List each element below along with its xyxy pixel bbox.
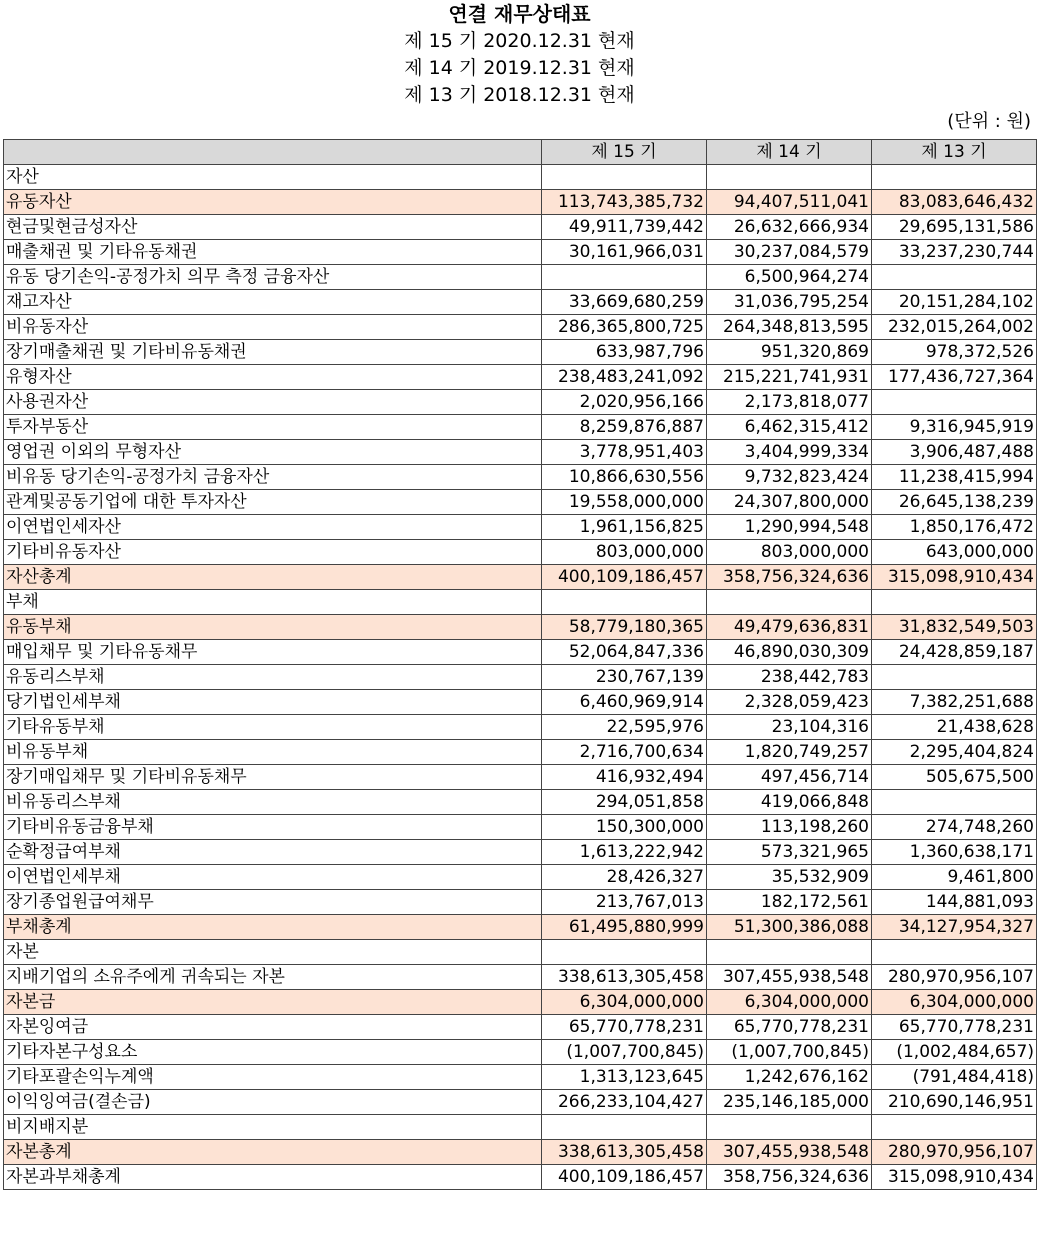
row-value: 235,146,185,000	[707, 1090, 872, 1115]
row-value: 9,461,800	[872, 865, 1037, 890]
row-value: 215,221,741,931	[707, 365, 872, 390]
table-row	[4, 890, 1037, 915]
header-cell-period-13: 제 13 기	[872, 140, 1037, 165]
table-row	[4, 840, 1037, 865]
row-value: 2,020,956,166	[542, 390, 707, 415]
row-value	[872, 665, 1037, 690]
row-value: 274,748,260	[872, 815, 1037, 840]
row-label: 자본금	[4, 990, 542, 1015]
row-value	[872, 265, 1037, 290]
table-row	[4, 790, 1037, 815]
row-value: 1,360,638,171	[872, 840, 1037, 865]
row-value: 264,348,813,595	[707, 315, 872, 340]
table-row	[4, 690, 1037, 715]
row-value	[707, 165, 872, 190]
table-row	[4, 190, 1037, 215]
row-value: 22,595,976	[542, 715, 707, 740]
row-value: 280,970,956,107	[872, 965, 1037, 990]
table-row	[4, 465, 1037, 490]
row-value: 24,428,859,187	[872, 640, 1037, 665]
row-value: 31,832,549,503	[872, 615, 1037, 640]
row-value: 358,756,324,636	[707, 1165, 872, 1190]
period-line: 제 14 기 2019.12.31 현재	[404, 57, 635, 79]
row-value	[872, 790, 1037, 815]
row-value: (791,484,418)	[872, 1065, 1037, 1090]
row-value: 238,483,241,092	[542, 365, 707, 390]
row-value: 6,462,315,412	[707, 415, 872, 440]
row-value	[542, 940, 707, 965]
row-value: 21,438,628	[872, 715, 1037, 740]
row-value: 11,238,415,994	[872, 465, 1037, 490]
row-value: 58,779,180,365	[542, 615, 707, 640]
row-value: 1,820,749,257	[707, 740, 872, 765]
row-value: 34,127,954,327	[872, 915, 1037, 940]
table-row	[4, 940, 1037, 965]
row-value: 30,237,084,579	[707, 240, 872, 265]
table-row	[4, 365, 1037, 390]
row-label: 이연법인세자산	[4, 515, 542, 540]
row-value: 9,316,945,919	[872, 415, 1037, 440]
row-label: 자본잉여금	[4, 1015, 542, 1040]
row-value: 8,259,876,887	[542, 415, 707, 440]
row-value	[707, 1115, 872, 1140]
row-label: 자산총계	[4, 565, 542, 590]
row-label: 영업권 이외의 무형자산	[4, 440, 542, 465]
table-row	[4, 640, 1037, 665]
row-label: 비유동부채	[4, 740, 542, 765]
row-value: 49,479,636,831	[707, 615, 872, 640]
row-value: 33,669,680,259	[542, 290, 707, 315]
row-label: 자본	[4, 940, 542, 965]
header-cell-period-15: 제 15 기	[542, 140, 707, 165]
row-value: 150,300,000	[542, 815, 707, 840]
row-value: 3,906,487,488	[872, 440, 1037, 465]
row-label: 부채	[4, 590, 542, 615]
row-label: 기타비유동자산	[4, 540, 542, 565]
row-label: 기타포괄손익누계액	[4, 1065, 542, 1090]
row-label: 현금및현금성자산	[4, 215, 542, 240]
row-value: 23,104,316	[707, 715, 872, 740]
row-value	[542, 590, 707, 615]
table-row	[4, 415, 1037, 440]
row-value: 113,198,260	[707, 815, 872, 840]
row-value: 6,460,969,914	[542, 690, 707, 715]
row-label: 기타자본구성요소	[4, 1040, 542, 1065]
table-row	[4, 215, 1037, 240]
row-value: 52,064,847,336	[542, 640, 707, 665]
row-value: 1,850,176,472	[872, 515, 1037, 540]
row-value: 26,632,666,934	[707, 215, 872, 240]
row-value: 6,304,000,000	[872, 990, 1037, 1015]
row-value: 2,328,059,423	[707, 690, 872, 715]
row-label: 비유동리스부채	[4, 790, 542, 815]
row-label: 당기법인세부채	[4, 690, 542, 715]
table-row	[4, 1140, 1037, 1165]
row-label: 자본총계	[4, 1140, 542, 1165]
row-label: 기타비유동금융부채	[4, 815, 542, 840]
row-value: 230,767,139	[542, 665, 707, 690]
row-value	[542, 265, 707, 290]
row-value: 400,109,186,457	[542, 1165, 707, 1190]
row-label: 비지배지분	[4, 1115, 542, 1140]
row-value: 280,970,956,107	[872, 1140, 1037, 1165]
row-label: 투자부동산	[4, 415, 542, 440]
row-value: 978,372,526	[872, 340, 1037, 365]
row-value: 951,320,869	[707, 340, 872, 365]
table-row	[4, 1165, 1037, 1190]
table-row	[4, 390, 1037, 415]
row-value: 643,000,000	[872, 540, 1037, 565]
table-row	[4, 240, 1037, 265]
row-label: 장기종업원급여채무	[4, 890, 542, 915]
row-label: 부채총계	[4, 915, 542, 940]
table-row	[4, 265, 1037, 290]
row-value: 3,404,999,334	[707, 440, 872, 465]
row-value: 94,407,511,041	[707, 190, 872, 215]
row-value: 238,442,783	[707, 665, 872, 690]
table-row	[4, 1115, 1037, 1140]
row-value: 1,961,156,825	[542, 515, 707, 540]
row-value: 33,237,230,744	[872, 240, 1037, 265]
row-value: 35,532,909	[707, 865, 872, 890]
row-value: 803,000,000	[542, 540, 707, 565]
row-value: 29,695,131,586	[872, 215, 1037, 240]
table-row	[4, 540, 1037, 565]
row-value: 10,866,630,556	[542, 465, 707, 490]
table-row	[4, 440, 1037, 465]
row-label: 유동자산	[4, 190, 542, 215]
row-value: 7,382,251,688	[872, 690, 1037, 715]
row-value: 1,613,222,942	[542, 840, 707, 865]
row-value: 358,756,324,636	[707, 565, 872, 590]
row-label: 비유동자산	[4, 315, 542, 340]
row-value: 6,304,000,000	[542, 990, 707, 1015]
table-row	[4, 315, 1037, 340]
row-label: 재고자산	[4, 290, 542, 315]
row-value: 338,613,305,458	[542, 1140, 707, 1165]
table-row	[4, 915, 1037, 940]
row-value	[872, 390, 1037, 415]
row-value: 232,015,264,002	[872, 315, 1037, 340]
row-value: 213,767,013	[542, 890, 707, 915]
table-row	[4, 1065, 1037, 1090]
row-value: 177,436,727,364	[872, 365, 1037, 390]
row-value: 28,426,327	[542, 865, 707, 890]
row-value	[872, 165, 1037, 190]
row-value: 2,716,700,634	[542, 740, 707, 765]
row-value: 286,365,800,725	[542, 315, 707, 340]
table-row	[4, 715, 1037, 740]
table-row	[4, 165, 1037, 190]
table-row	[4, 615, 1037, 640]
row-value: 65,770,778,231	[872, 1015, 1037, 1040]
unit-label: (단위 : 원)	[947, 111, 1031, 132]
table-row	[4, 1015, 1037, 1040]
row-value: 6,500,964,274	[707, 265, 872, 290]
table-row	[4, 340, 1037, 365]
row-value: 573,321,965	[707, 840, 872, 865]
row-value: 2,295,404,824	[872, 740, 1037, 765]
row-value: 315,098,910,434	[872, 1165, 1037, 1190]
row-label: 유동 당기손익-공정가치 의무 측정 금융자산	[4, 265, 542, 290]
row-value: 1,290,994,548	[707, 515, 872, 540]
row-label: 유동리스부채	[4, 665, 542, 690]
row-value: 1,242,676,162	[707, 1065, 872, 1090]
row-label: 순확정급여부채	[4, 840, 542, 865]
row-value: 51,300,386,088	[707, 915, 872, 940]
table-row	[4, 865, 1037, 890]
header-cell-period-14: 제 14 기	[707, 140, 872, 165]
row-value: 497,456,714	[707, 765, 872, 790]
row-value: 46,890,030,309	[707, 640, 872, 665]
row-label: 장기매출채권 및 기타비유동채권	[4, 340, 542, 365]
row-value: 803,000,000	[707, 540, 872, 565]
row-value: 294,051,858	[542, 790, 707, 815]
row-value: 315,098,910,434	[872, 565, 1037, 590]
row-label: 사용권자산	[4, 390, 542, 415]
row-label: 자본과부채총계	[4, 1165, 542, 1190]
table-row	[4, 815, 1037, 840]
header-cell-label	[4, 140, 542, 165]
row-label: 장기매입채무 및 기타비유동채무	[4, 765, 542, 790]
table-row	[4, 590, 1037, 615]
row-value: 65,770,778,231	[542, 1015, 707, 1040]
row-value	[872, 940, 1037, 965]
row-value: 61,495,880,999	[542, 915, 707, 940]
row-value: 416,932,494	[542, 765, 707, 790]
row-value: 20,151,284,102	[872, 290, 1037, 315]
table-row	[4, 965, 1037, 990]
row-value: 210,690,146,951	[872, 1090, 1037, 1115]
row-label: 매출채권 및 기타유동채권	[4, 240, 542, 265]
table-row	[4, 765, 1037, 790]
row-label: 유동부채	[4, 615, 542, 640]
row-value: 3,778,951,403	[542, 440, 707, 465]
row-label: 매입채무 및 기타유동채무	[4, 640, 542, 665]
balance-sheet-table	[3, 139, 1037, 1190]
period-line: 제 15 기 2020.12.31 현재	[404, 30, 635, 52]
statement-title: 연결 재무상태표	[448, 2, 591, 26]
row-value: 419,066,848	[707, 790, 872, 815]
row-value: 307,455,938,548	[707, 1140, 872, 1165]
row-value: (1,007,700,845)	[542, 1040, 707, 1065]
table-row	[4, 490, 1037, 515]
row-label: 이연법인세부채	[4, 865, 542, 890]
table-body	[4, 165, 1037, 1190]
period-line: 제 13 기 2018.12.31 현재	[404, 84, 635, 106]
row-value: 19,558,000,000	[542, 490, 707, 515]
row-value: 65,770,778,231	[707, 1015, 872, 1040]
row-label: 이익잉여금(결손금)	[4, 1090, 542, 1115]
statement-header	[0, 0, 1039, 109]
row-value: 144,881,093	[872, 890, 1037, 915]
row-value: 49,911,739,442	[542, 215, 707, 240]
row-value: 182,172,561	[707, 890, 872, 915]
row-value: (1,002,484,657)	[872, 1040, 1037, 1065]
table-row	[4, 740, 1037, 765]
row-value: 307,455,938,548	[707, 965, 872, 990]
table-row	[4, 515, 1037, 540]
row-value: 505,675,500	[872, 765, 1037, 790]
row-value: 31,036,795,254	[707, 290, 872, 315]
row-label: 지배기업의 소유주에게 귀속되는 자본	[4, 965, 542, 990]
row-value	[872, 1115, 1037, 1140]
row-value	[707, 590, 872, 615]
row-value: 30,161,966,031	[542, 240, 707, 265]
row-value: 400,109,186,457	[542, 565, 707, 590]
row-value: 26,645,138,239	[872, 490, 1037, 515]
row-value: (1,007,700,845)	[707, 1040, 872, 1065]
table-row	[4, 990, 1037, 1015]
row-label: 관계및공동기업에 대한 투자자산	[4, 490, 542, 515]
table-header-row	[4, 140, 1037, 165]
row-value: 633,987,796	[542, 340, 707, 365]
table-row	[4, 1090, 1037, 1115]
row-value	[542, 165, 707, 190]
row-value: 338,613,305,458	[542, 965, 707, 990]
row-value: 266,233,104,427	[542, 1090, 707, 1115]
row-value	[707, 940, 872, 965]
row-value: 6,304,000,000	[707, 990, 872, 1015]
table-row	[4, 290, 1037, 315]
table-row	[4, 1040, 1037, 1065]
row-value: 2,173,818,077	[707, 390, 872, 415]
row-value: 1,313,123,645	[542, 1065, 707, 1090]
table-row	[4, 565, 1037, 590]
row-label: 비유동 당기손익-공정가치 금융자산	[4, 465, 542, 490]
row-value: 24,307,800,000	[707, 490, 872, 515]
row-value: 83,083,646,432	[872, 190, 1037, 215]
row-label: 자산	[4, 165, 542, 190]
row-label: 유형자산	[4, 365, 542, 390]
row-value: 9,732,823,424	[707, 465, 872, 490]
row-label: 기타유동부채	[4, 715, 542, 740]
table-row	[4, 665, 1037, 690]
row-value	[542, 1115, 707, 1140]
row-value: 113,743,385,732	[542, 190, 707, 215]
row-value	[872, 590, 1037, 615]
